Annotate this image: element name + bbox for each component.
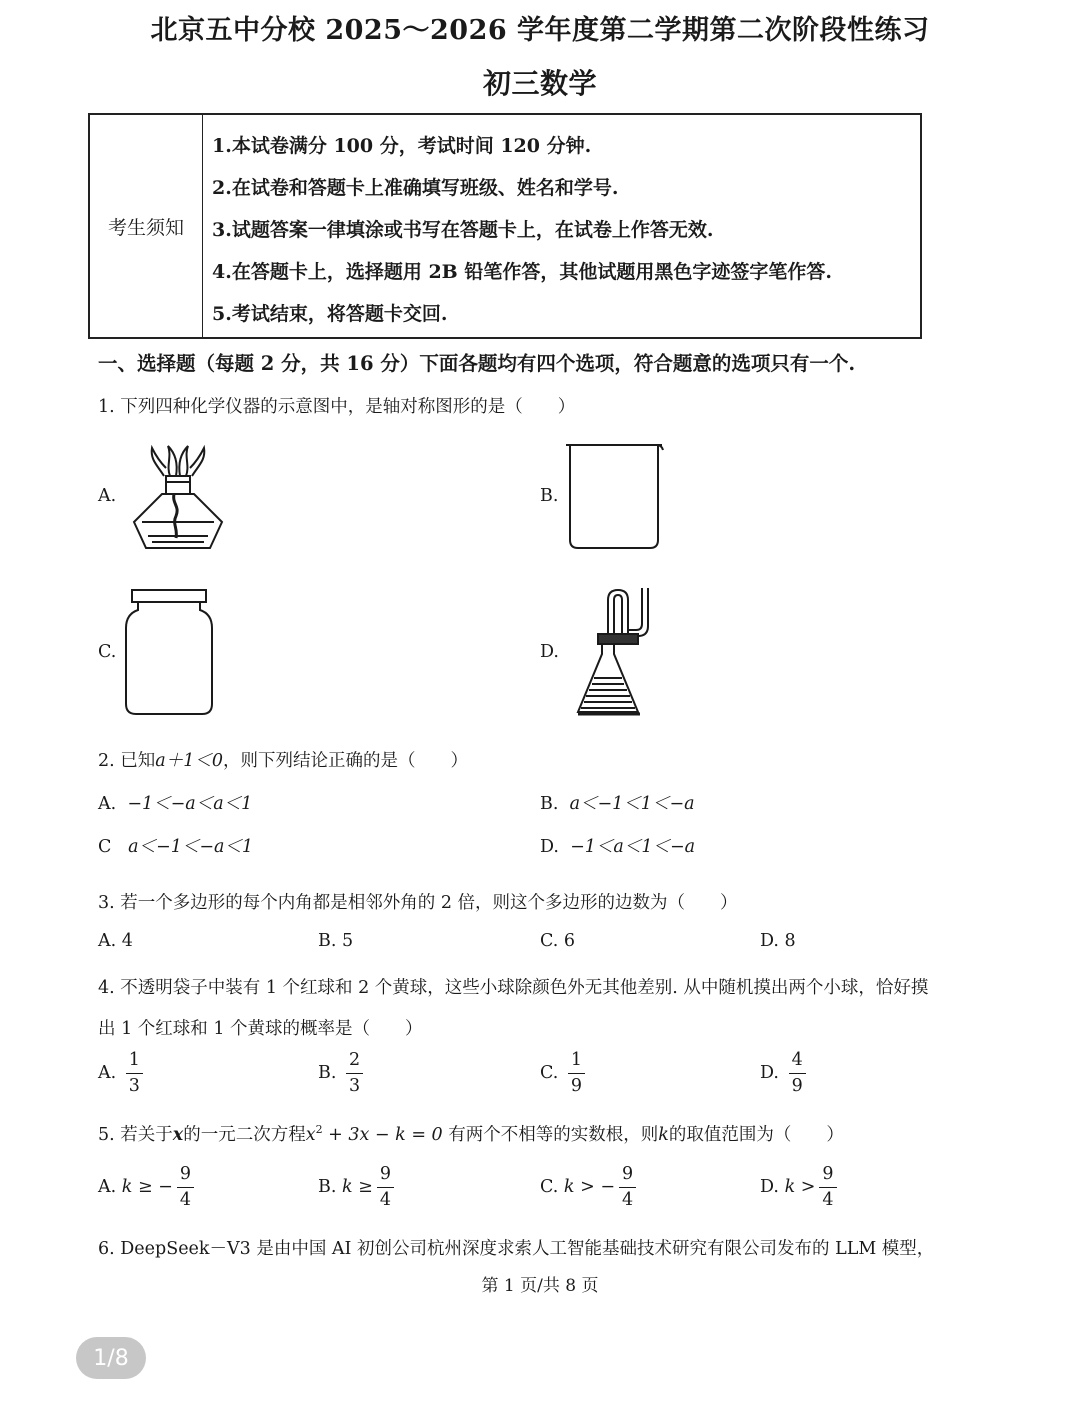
question-5-stem: 5. 若关于x的一元二次方程$x^2 + 3x - k = 0$ 有两个不相等的实数根，则k的取值范围为（ ） <box>98 1123 844 1145</box>
question-6-stem: 6. DeepSeek－V3 是由中国 AI 初创公司杭州深度求索人工智能基础技术研究有限公司发布的 LLM 模型， <box>98 1239 935 1259</box>
question-4-stem-line-2: 出 1 个红球和 1 个黄球的概率是（ ） <box>98 1019 423 1039</box>
q4-option-c: C. $\frac{1}{9}$ <box>540 1052 589 1095</box>
q2-condition: a＋1＜0 <box>155 751 223 771</box>
alcohol-lamp-icon <box>128 442 228 554</box>
notice-line-4: 4.在答题卡上，选择题用 2B 铅笔作答，其他试题用黑色字迹签字笔作答. <box>212 261 832 283</box>
question-3-stem: 3. 若一个多边形的每个内角都是相邻外角的 2 倍，则这个多边形的边数为（ ） <box>98 893 738 913</box>
q5-option-d: D. k > $\frac{9}{4}$ <box>760 1166 841 1209</box>
q2-option-b: B. a＜−1＜1＜−a <box>540 794 695 814</box>
beaker-icon <box>564 442 664 552</box>
q4-option-a: A. $\frac{1}{3}$ <box>98 1052 147 1095</box>
notice-label: 考生须知 <box>107 217 184 239</box>
q2-option-a: A. −1＜−a＜a＜1 <box>98 794 253 814</box>
q3-option-c: C. 6 <box>540 931 576 951</box>
q1-option-d-label: D. <box>540 642 559 662</box>
q5-option-b: B. k ≥ $\frac{9}{4}$ <box>318 1166 398 1209</box>
q1-option-c-label: C. <box>98 642 117 662</box>
question-4-stem-line-1: 4. 不透明袋子中装有 1 个红球和 2 个黄球，这些小球除颜色外无其他差别. 从中随机摸出两个小球，恰好摸 <box>98 978 929 998</box>
q2-option-d: D. −1＜a＜1＜−a <box>540 837 696 857</box>
conical-flask-icon <box>574 586 664 720</box>
q2-option-c: C a＜−1＜−a＜1 <box>98 837 254 857</box>
q3-option-d: D. 8 <box>760 931 796 951</box>
section-heading: 一、选择题（每题 2 分，共 16 分）下面各题均有四个选项，符合题意的选项只有一个. <box>98 352 856 375</box>
notice-line-5: 5.考试结束，将答题卡交回. <box>212 303 448 325</box>
q5-option-a: A. k ≥ − $\frac{9}{4}$ <box>98 1166 198 1209</box>
notice-line-3: 3.试题答案一律填涂或书写在答题卡上，在试卷上作答无效. <box>212 219 714 241</box>
q3-option-a: A. 4 <box>98 931 133 951</box>
page-indicator[interactable]: 1/8 <box>76 1337 146 1379</box>
question-2-stem: 2. 已知a＋1＜0，则下列结论正确的是（ ） <box>98 751 468 771</box>
q3-option-b: B. 5 <box>318 931 354 951</box>
notice-box <box>88 113 922 339</box>
reagent-bottle-icon <box>124 588 214 716</box>
notice-line-1: 1.本试卷满分 100 分，考试时间 120 分钟. <box>212 135 592 157</box>
page-footer: 第 1 页/共 8 页 <box>481 1276 599 1296</box>
question-1-stem: 1. 下列四种化学仪器的示意图中，是轴对称图形的是（ ） <box>98 397 576 417</box>
notice-line-2: 2.在试卷和答题卡上准确填写班级、姓名和学号. <box>212 177 619 199</box>
q1-option-a-label: A. <box>98 486 117 506</box>
q1-option-b-label: B. <box>540 486 559 506</box>
exam-title: 北京五中分校 2025～2026 学年度第二学期第二次阶段性练习 <box>150 15 930 46</box>
q5-option-c: C. k > − $\frac{9}{4}$ <box>540 1166 640 1209</box>
q4-option-d: D. $\frac{4}{9}$ <box>760 1052 810 1095</box>
notice-divider <box>202 115 203 337</box>
exam-subtitle: 初三数学 <box>482 67 597 100</box>
q4-option-b: B. $\frac{2}{3}$ <box>318 1052 367 1095</box>
